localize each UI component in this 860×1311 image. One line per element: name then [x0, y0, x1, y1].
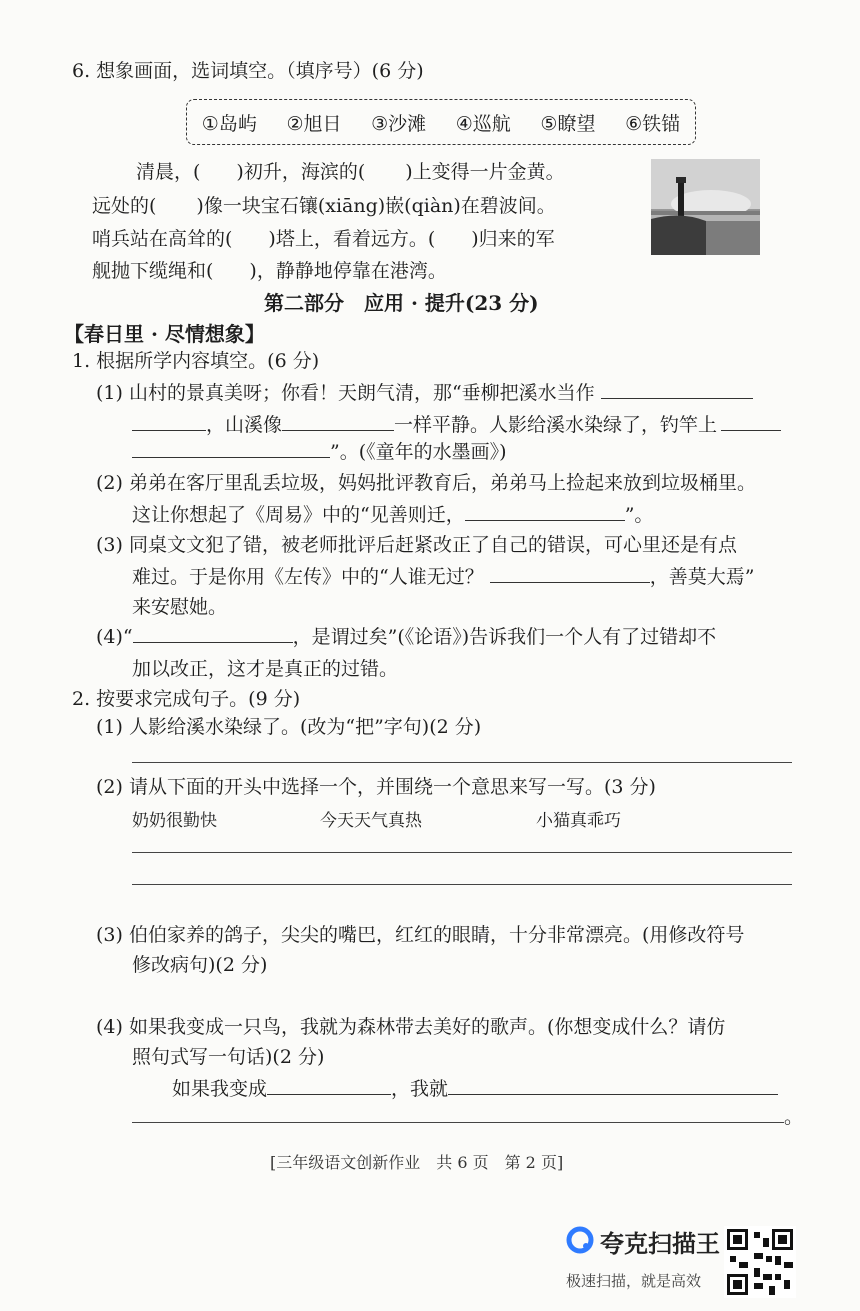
q2-s3-line-2: 修改病句)(2 分): [132, 954, 268, 976]
section-title: 【春日里 · 尽情想象】: [64, 322, 265, 346]
q2-s2: (2) 请从下面的开头中选择一个，并围绕一个意思来写一写。(3 分): [96, 776, 656, 798]
choice-3: 小猫真乖巧: [536, 811, 621, 831]
q2-s4-line-2: 照句式写一句话)(2 分): [132, 1046, 325, 1068]
q1-s1-line-3: ”。(《童年的水墨画》): [132, 437, 507, 467]
q6-line-1: 清晨，( )初升，海滨的( )上变得一片金黄。: [136, 161, 565, 183]
watermark-slogan: 极速扫描，就是高效: [566, 1272, 702, 1290]
q1-title: 1. 根据所学内容填空。(6 分): [72, 350, 320, 372]
q2-title: 2. 按要求完成句子。(9 分): [72, 688, 301, 710]
option-4: ④巡航: [455, 112, 511, 135]
q6-line-3: 哨兵站在高耸的( )塔上，看着远方。( )归来的军: [92, 228, 555, 250]
option-3: ③沙滩: [371, 112, 427, 135]
q1-s4-line-2: 加以改正，这才是真正的过错。: [132, 658, 399, 680]
q1-s1-line-1: (1) 山村的景真美呀；你看！天朗气清，那“垂柳把溪水当作: [96, 378, 753, 408]
q2-s2-answer-line-2[interactable]: [132, 884, 792, 885]
q1-s3-line-1: (3) 同桌文文犯了错，被老师批评后赶紧改正了自己的错误，可心里还是有点: [96, 534, 737, 556]
option-6: ⑥铁锚: [625, 112, 681, 135]
page-footer: [三年级语文创新作业 共 6 页 第 2 页]: [270, 1153, 564, 1172]
q2-s3-line-1: (3) 伯伯家养的鸽子，尖尖的嘴巴，红红的眼睛，十分非常漂亮。(用修改符号: [96, 924, 745, 946]
choice-1: 奶奶很勤快: [132, 811, 217, 831]
word-options-box: [186, 99, 696, 145]
watermark-brand: 夸克扫描王: [600, 1230, 720, 1258]
option-1: ①岛屿: [201, 112, 257, 135]
q1-s4-line-1: (4)“ ，是谓过矣”(《论语》)告诉我们一个人有了过错却不: [96, 622, 716, 652]
q2-s2-answer-line-1[interactable]: [132, 852, 792, 853]
quark-logo-icon: [566, 1226, 594, 1254]
q1-s2-line-1: (2) 弟弟在客厅里乱丢垃圾，妈妈批评教育后，弟弟马上捡起来放到垃圾桶里。: [96, 472, 756, 494]
lighthouse-seascape-image: [651, 159, 760, 255]
q1-s2-line-2: 这让你想起了《周易》中的“见善则迁， ”。: [132, 500, 653, 530]
q2-s4-line-1: (4) 如果我变成一只鸟，我就为森林带去美好的歌声。(你想变成什么？请仿: [96, 1016, 726, 1038]
q1-s3-line-2: 难过。于是你用《左传》中的“人谁无过？ ，善莫大焉”: [132, 562, 754, 592]
q1-s1-line-2: ，山溪像 一样平静。人影给溪水染绿了，钓竿上: [132, 410, 781, 440]
qr-code-icon: [724, 1226, 796, 1298]
q1-s3-line-3: 来安慰她。: [132, 596, 228, 618]
option-5: ⑤瞭望: [540, 112, 596, 135]
choice-2: 今天天气真热: [320, 811, 422, 831]
part2-title: 第二部分 应用 · 提升(23 分): [264, 291, 539, 315]
q2-s1-answer-line[interactable]: [132, 762, 792, 763]
option-2: ②旭日: [286, 112, 342, 135]
q2-s4-answer-line[interactable]: [132, 1122, 784, 1123]
q2-s1: (1) 人影给溪水染绿了。(改为“把”字句)(2 分): [96, 716, 482, 738]
q6-line-2: 远处的( )像一块宝石镶(xiāng)嵌(qiàn)在碧波间。: [92, 195, 556, 217]
q2-s4-line-3: 如果我变成 ，我就: [172, 1074, 778, 1104]
q2-s4-end-period: 。: [784, 1106, 804, 1128]
q6-line-4: 舰抛下缆绳和( )，静静地停靠在港湾。: [92, 260, 447, 282]
q6-title: 6. 想象画面，选词填空。（填序号）(6 分): [72, 60, 424, 82]
